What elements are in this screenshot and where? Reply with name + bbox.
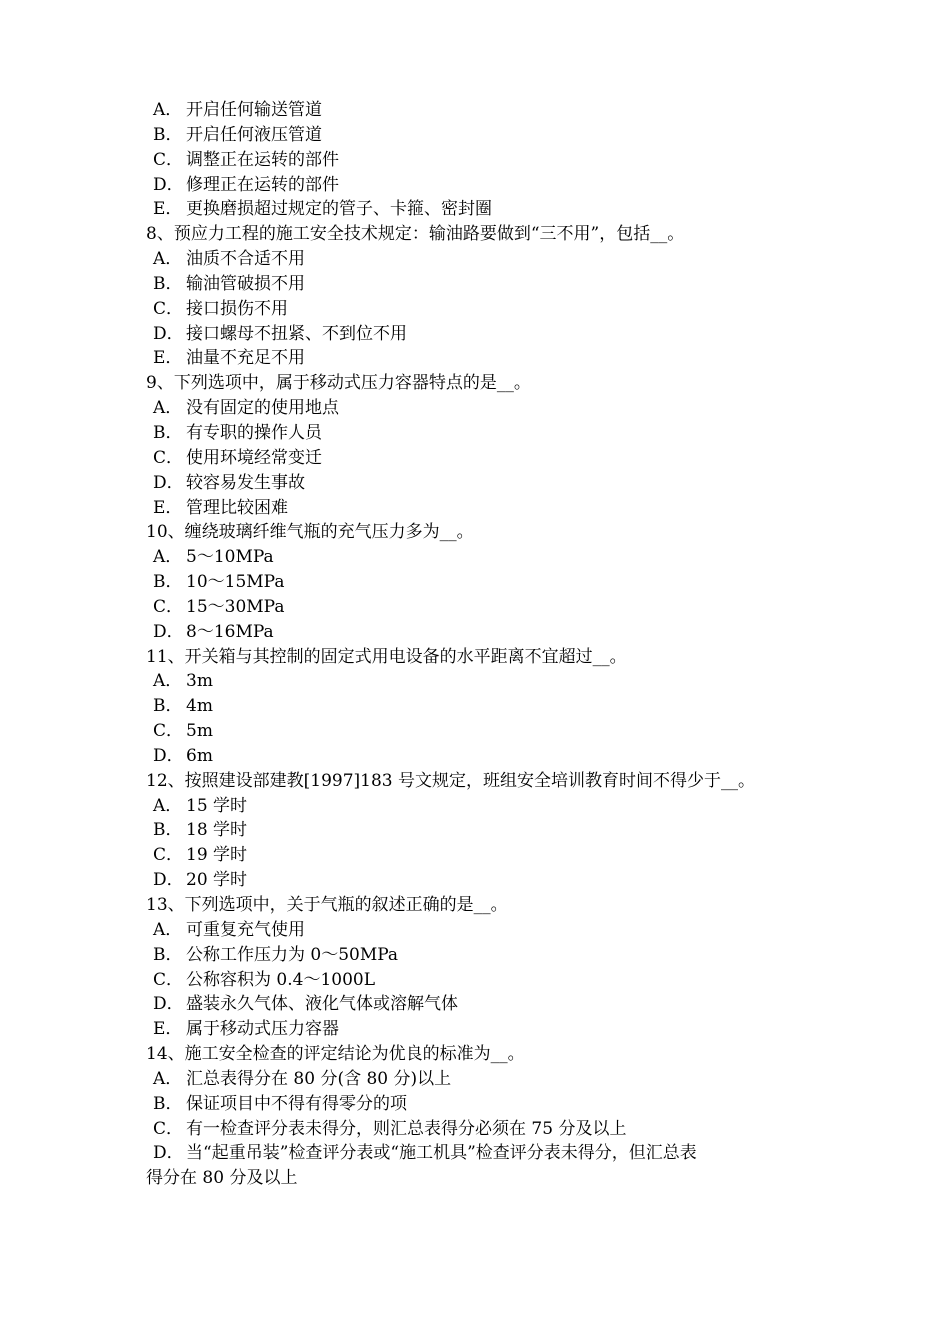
option-b [146, 694, 816, 719]
option-letter: A． [153, 100, 183, 120]
option-letter: E． [153, 199, 183, 220]
option-a [146, 98, 816, 123]
option-a [146, 918, 816, 943]
option-text: 6m [186, 745, 213, 766]
option-c [146, 1117, 816, 1142]
option-letter: B． [153, 1093, 183, 1114]
option-text: 油质不合适不用 [186, 249, 305, 270]
option-text: 接口螺母不扭紧、不到位不用 [186, 323, 407, 344]
option-text: 19 学时 [186, 845, 248, 866]
option-d [146, 868, 816, 893]
option-text: 有专职的操作人员 [186, 422, 322, 443]
option-e [146, 197, 816, 222]
question-list [146, 98, 816, 1191]
option-text: 15～30MPa [186, 596, 285, 617]
option-c [146, 148, 816, 173]
option-text: 15 学时 [186, 795, 248, 816]
option-d [146, 322, 816, 347]
option-text: 5m [186, 721, 213, 742]
option-letter: D． [153, 621, 184, 642]
option-d [146, 1141, 816, 1166]
option-a [146, 396, 816, 421]
option-letter: B． [153, 944, 183, 965]
option-c [146, 446, 816, 471]
option-b [146, 123, 816, 148]
option-d [146, 471, 816, 496]
option-letter: A． [153, 919, 183, 940]
option-text: 公称容积为 0.4～1000L [186, 969, 375, 990]
option-letter: A． [153, 249, 183, 270]
option-letter: D． [153, 745, 184, 766]
option-letter: D． [153, 1143, 184, 1164]
option-a [146, 669, 816, 694]
option-text: 较容易发生事故 [186, 472, 305, 493]
question-9: 9、下列选项中，属于移动式压力容器特点的是__。 [146, 373, 531, 394]
question-8: 8、预应力工程的施工安全技术规定：输油路要做到“三不用”，包括__。 [146, 224, 685, 245]
option-text: 输油管破损不用 [186, 273, 305, 294]
option-text: 开启任何液压管道 [186, 124, 322, 145]
option-text: 属于移动式压力容器 [186, 1019, 339, 1040]
option-text: 管理比较困难 [186, 497, 288, 518]
option-text: 油量不充足不用 [186, 348, 305, 369]
option-b [146, 570, 816, 595]
option-letter: A． [153, 671, 183, 692]
option-c [146, 297, 816, 322]
option-letter: C． [153, 447, 184, 468]
option-letter: C． [153, 298, 184, 319]
option-letter: D． [153, 870, 184, 891]
option-text: 18 学时 [186, 820, 248, 841]
option-b [146, 943, 816, 968]
option-text: 3m [186, 671, 213, 692]
option-letter: C． [153, 149, 184, 170]
option-d [146, 992, 816, 1017]
option-text: 4m [186, 696, 213, 717]
question-11: 11、开关箱与其控制的固定式用电设备的水平距离不宜超过__。 [146, 646, 627, 667]
option-letter: C． [153, 845, 184, 866]
option-text: 8～16MPa [186, 621, 274, 642]
option-letter: E． [153, 497, 183, 518]
option-letter: A． [153, 1068, 183, 1089]
option-text: 当“起重吊装”检查评分表或“施工机具”检查评分表未得分，但汇总表 [186, 1143, 697, 1164]
option-letter: D． [153, 174, 184, 195]
option-letter: E． [153, 1019, 183, 1040]
question-14: 14、施工安全检查的评定结论为优良的标准为__。 [146, 1044, 525, 1065]
option-d [146, 173, 816, 198]
question-13: 13、下列选项中，关于气瓶的叙述正确的是__。 [146, 895, 508, 915]
option-b [146, 421, 816, 446]
option-letter: D． [153, 472, 184, 493]
option-b [146, 1092, 816, 1117]
option-letter: C． [153, 1118, 184, 1139]
option-letter: A． [153, 795, 183, 816]
option-c [146, 719, 816, 744]
option-c [146, 968, 816, 993]
option-c [146, 843, 816, 868]
option-text: 有一检查评分表未得分，则汇总表得分必须在 75 分及以上 [186, 1118, 627, 1139]
option-letter: A． [153, 547, 183, 568]
option-letter: C． [153, 969, 184, 990]
option-letter: C． [153, 596, 184, 617]
option-text: 更换磨损超过规定的管子、卡箍、密封圈 [186, 199, 492, 220]
question-10: 10、缠绕玻璃纤维气瓶的充气压力多为__。 [146, 522, 474, 543]
option-e [146, 1017, 816, 1042]
option-b [146, 818, 816, 843]
option-text: 公称工作压力为 0～50MPa [186, 944, 399, 965]
option-text: 没有固定的使用地点 [186, 398, 339, 419]
option-a [146, 794, 816, 819]
option-letter: D． [153, 994, 184, 1015]
option-d [146, 620, 816, 645]
option-letter: B． [153, 422, 183, 443]
option-letter: B． [153, 696, 183, 717]
question-12: 12、按照建设部建教[1997]183 号文规定，班组安全培训教育时间不得少于__。 [146, 770, 756, 791]
option-d-continuation: 得分在 80 分及以上 [146, 1168, 298, 1189]
option-letter: B． [153, 124, 183, 145]
option-a [146, 1067, 816, 1092]
option-text: 保证项目中不得有得零分的项 [186, 1093, 407, 1114]
option-letter: D． [153, 323, 184, 344]
option-letter: E． [153, 348, 183, 369]
option-text: 10～15MPa [186, 572, 285, 593]
option-letter: B． [153, 273, 183, 294]
option-letter: A． [153, 398, 183, 419]
option-text: 20 学时 [186, 870, 248, 891]
option-text: 修理正在运转的部件 [186, 174, 339, 195]
option-text: 汇总表得分在 80 分(含 80 分)以上 [186, 1068, 452, 1089]
option-letter: C． [153, 721, 184, 742]
option-text: 调整正在运转的部件 [186, 149, 339, 170]
option-e [146, 496, 816, 521]
option-text: 5～10MPa [186, 547, 274, 568]
option-letter: B． [153, 572, 183, 593]
option-text: 可重复充气使用 [186, 919, 305, 940]
option-text: 盛装永久气体、液化气体或溶解气体 [186, 994, 458, 1015]
option-text: 使用环境经常变迁 [186, 447, 322, 468]
option-c [146, 595, 816, 620]
option-letter: B． [153, 820, 183, 841]
option-text: 接口损伤不用 [186, 298, 288, 319]
option-text: 开启任何输送管道 [186, 100, 322, 120]
option-d [146, 744, 816, 769]
option-a [146, 545, 816, 570]
option-e [146, 346, 816, 371]
option-b [146, 272, 816, 297]
option-a [146, 247, 816, 272]
